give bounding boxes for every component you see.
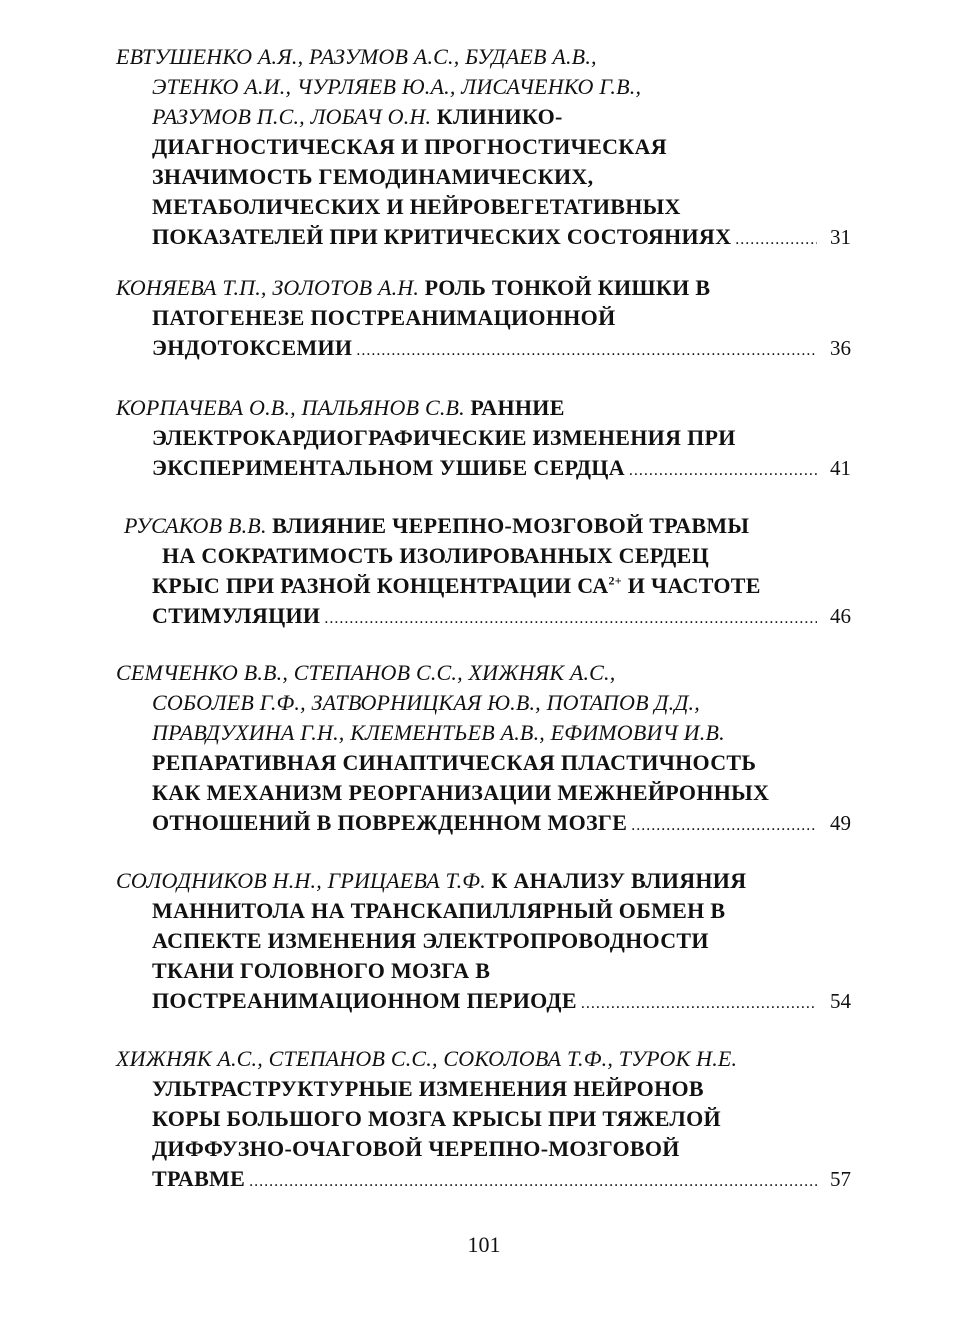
toc-entry bbox=[116, 866, 851, 1016]
entry-title: КОРЫ БОЛЬШОГО МОЗГА КРЫСЫ ПРИ ТЯЖЕЛОЙ bbox=[152, 1106, 721, 1131]
entry-page-number: 36 bbox=[830, 336, 851, 360]
entry-last-line bbox=[116, 986, 851, 1016]
entry-page-number: 57 bbox=[830, 1167, 851, 1191]
entry-title: АСПЕКТЕ ИЗМЕНЕНИЯ ЭЛЕКТРОПРОВОДНОСТИ bbox=[152, 928, 709, 953]
toc-entry bbox=[116, 1044, 851, 1194]
dot-leader bbox=[249, 1167, 817, 1197]
entry-authors-title-line bbox=[116, 273, 851, 303]
toc-entry bbox=[116, 511, 851, 631]
toc-entry bbox=[116, 393, 851, 483]
entry-last-line bbox=[116, 333, 851, 363]
entry-authors: РАЗУМОВ П.С., ЛОБАЧ О.Н. bbox=[152, 104, 432, 129]
entry-title: РОЛЬ ТОНКОЙ КИШКИ В bbox=[424, 275, 711, 300]
entry-authors: ПРАВДУХИНА Г.Н., КЛЕМЕНТЬЕВ А.В., ЕФИМОВИЧ И.В. bbox=[152, 720, 725, 745]
entry-title: К АНАЛИЗУ ВЛИЯНИЯ bbox=[491, 868, 747, 893]
dot-leader bbox=[581, 989, 817, 1019]
entry-page-number: 31 bbox=[830, 225, 851, 249]
entry-authors-title-line bbox=[116, 866, 851, 896]
entry-title: КАК МЕХАНИЗМ РЕОРГАНИЗАЦИИ МЕЖНЕЙРОННЫХ bbox=[152, 780, 770, 805]
entry-last-line bbox=[116, 453, 851, 483]
entry-title: СТИМУЛЯЦИИ bbox=[152, 603, 321, 628]
entry-title: МАННИТОЛА НА ТРАНСКАПИЛЛЯРНЫЙ ОБМЕН В bbox=[152, 898, 726, 923]
toc-entry bbox=[116, 273, 851, 363]
entry-title: ДИФФУЗНО-ОЧАГОВОЙ ЧЕРЕПНО-МОЗГОВОЙ bbox=[152, 1136, 680, 1161]
entry-page-number: 41 bbox=[830, 456, 851, 480]
entry-title: ПОКАЗАТЕЛЕЙ ПРИ КРИТИЧЕСКИХ СОСТОЯНИЯХ bbox=[152, 224, 732, 249]
entry-title: РЕПАРАТИВНАЯ СИНАПТИЧЕСКАЯ ПЛАСТИЧНОСТЬ bbox=[152, 750, 757, 775]
superscript-charge: 2+ bbox=[608, 573, 622, 588]
entry-authors: СОБОЛЕВ Г.Ф., ЗАТВОРНИЦКАЯ Ю.В., ПОТАПОВ Д.Д., bbox=[152, 690, 700, 715]
entry-authors: ЕВТУШЕНКО А.Я., РАЗУМОВ А.С., БУДАЕВ А.В., bbox=[116, 44, 597, 69]
entry-authors-title-line bbox=[116, 393, 851, 423]
entry-title-part: И ЧАСТОТЕ bbox=[621, 573, 761, 598]
entry-page-number: 46 bbox=[830, 604, 851, 628]
entry-title: ДИАГНОСТИЧЕСКАЯ И ПРОГНОСТИЧЕСКАЯ bbox=[152, 134, 667, 159]
entry-page-number: 49 bbox=[830, 811, 851, 835]
dot-leader bbox=[629, 456, 817, 486]
dot-leader bbox=[735, 225, 817, 255]
entry-title: ПОСТРЕАНИМАЦИОННОМ ПЕРИОДЕ bbox=[152, 988, 577, 1013]
entry-title: ЭЛЕКТРОКАРДИОГРАФИЧЕСКИЕ ИЗМЕНЕНИЯ ПРИ bbox=[152, 425, 736, 450]
entry-title: МЕТАБОЛИЧЕСКИХ И НЕЙРОВЕГЕТАТИВНЫХ bbox=[152, 194, 681, 219]
entry-title: ЭНДОТОКСЕМИИ bbox=[152, 335, 353, 360]
entry-last-line bbox=[116, 222, 851, 252]
entry-authors-title-line bbox=[116, 102, 851, 132]
entry-authors: КОНЯЕВА Т.П., ЗОЛОТОВ А.Н. bbox=[116, 275, 420, 300]
entry-title bbox=[116, 571, 851, 601]
entry-title: КЛИНИКО- bbox=[436, 104, 563, 129]
page-footer-number: 101 bbox=[467, 1232, 501, 1257]
entry-page-number: 54 bbox=[830, 989, 851, 1013]
entry-authors: ЭТЕНКО А.И., ЧУРЛЯЕВ Ю.А., ЛИСАЧЕНКО Г.В., bbox=[152, 74, 642, 99]
dot-leader bbox=[356, 336, 817, 366]
entry-last-line bbox=[116, 1164, 851, 1194]
entry-title: ВЛИЯНИЕ ЧЕРЕПНО-МОЗГОВОЙ ТРАВМЫ bbox=[272, 513, 750, 538]
dot-leader bbox=[324, 604, 817, 634]
entry-title: ПАТОГЕНЕЗЕ ПОСТРЕАНИМАЦИОННОЙ bbox=[152, 305, 616, 330]
entry-authors-title-line bbox=[116, 511, 851, 541]
entry-authors: РУСАКОВ В.В. bbox=[124, 513, 267, 538]
entry-title: ТРАВМЕ bbox=[152, 1166, 246, 1191]
entry-title: ЭКСПЕРИМЕНТАЛЬНОМ УШИБЕ СЕРДЦА bbox=[152, 455, 625, 480]
entry-title: ТКАНИ ГОЛОВНОГО МОЗГА В bbox=[152, 958, 491, 983]
entry-title-part: КРЫС ПРИ РАЗНОЙ КОНЦЕНТРАЦИИ СА bbox=[152, 573, 609, 598]
toc-entry bbox=[116, 42, 851, 252]
entry-title: УЛЬТРАСТРУКТУРНЫЕ ИЗМЕНЕНИЯ НЕЙРОНОВ bbox=[152, 1076, 704, 1101]
entry-title: НА СОКРАТИМОСТЬ ИЗОЛИРОВАННЫХ СЕРДЕЦ bbox=[162, 543, 709, 568]
entry-authors: СОЛОДНИКОВ Н.Н., ГРИЦАЕВА Т.Ф. bbox=[116, 868, 486, 893]
entry-authors: КОРПАЧЕВА О.В., ПАЛЬЯНОВ С.В. bbox=[116, 395, 465, 420]
dot-leader bbox=[631, 811, 817, 841]
entry-authors: СЕМЧЕНКО В.В., СТЕПАНОВ С.С., ХИЖНЯК А.С., bbox=[116, 660, 616, 685]
entry-authors: ХИЖНЯК А.С., СТЕПАНОВ С.С., СОКОЛОВА Т.Ф., ТУРОК Н.Е. bbox=[116, 1046, 738, 1071]
entry-title: РАННИЕ bbox=[470, 395, 565, 420]
entry-title: ОТНОШЕНИЙ В ПОВРЕЖДЕННОМ МОЗГЕ bbox=[152, 810, 628, 835]
entry-title: ЗНАЧИМОСТЬ ГЕМОДИНАМИЧЕСКИХ, bbox=[152, 164, 594, 189]
toc-entry bbox=[116, 658, 851, 838]
entry-last-line bbox=[116, 601, 851, 631]
entry-last-line bbox=[116, 808, 851, 838]
